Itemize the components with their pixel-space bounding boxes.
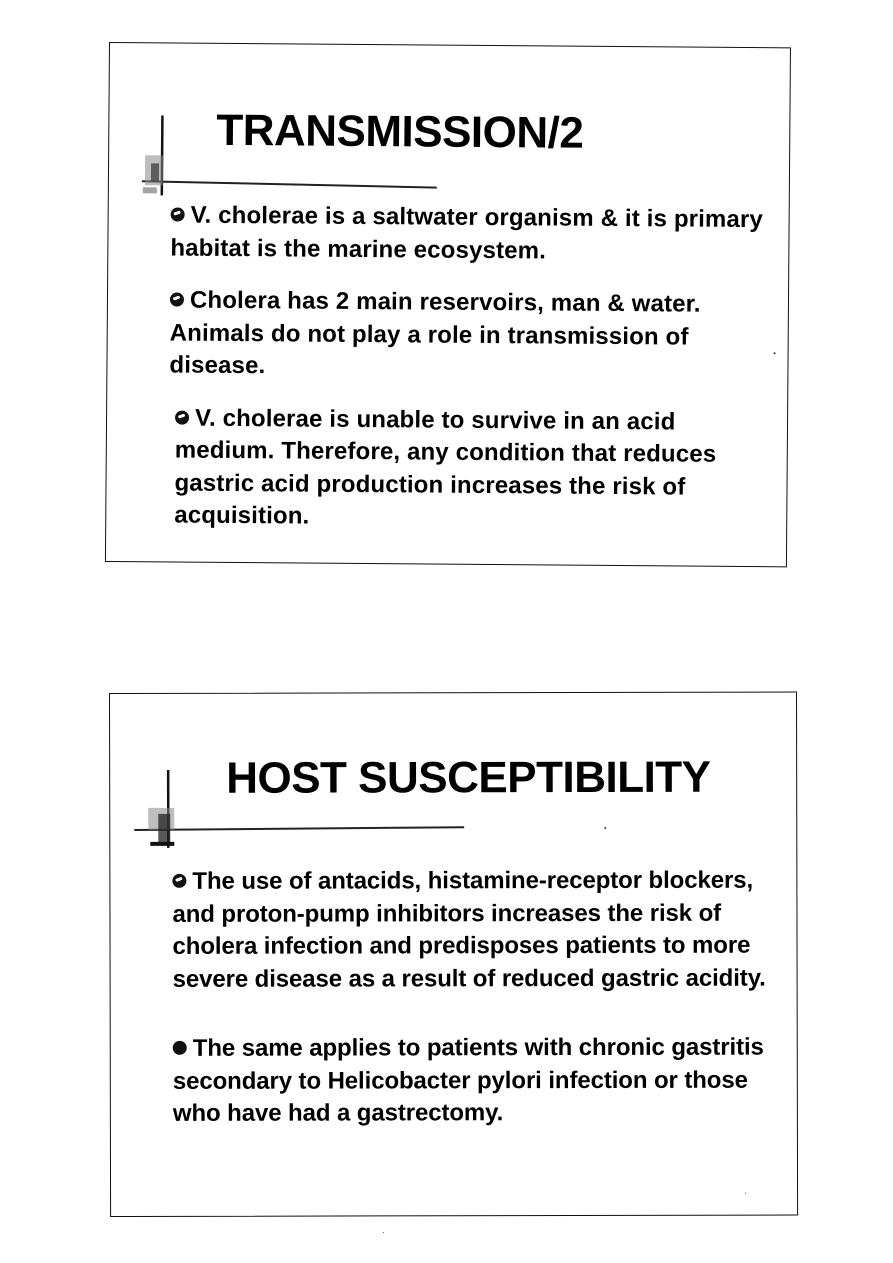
slide-title: HOST SUSCEPTIBILITY xyxy=(226,752,711,803)
bullet-text: The same applies to patients with chronic gastritis secondary to Helicobacter pylori infection or those who have had a gastrectomy. xyxy=(172,1033,764,1127)
bullet-item xyxy=(169,284,780,386)
swirl-bullet-icon xyxy=(170,292,184,306)
bullet-text: V. cholerae is unable to survive in an acid medium. Therefore, any condition that reduces gastric acid production increases the risk of acquisition. xyxy=(174,404,717,530)
bullet-item xyxy=(168,402,779,537)
slide-host-susceptibility xyxy=(109,692,798,1217)
scan-speck xyxy=(604,827,606,829)
dot-bullet-icon xyxy=(173,1041,187,1055)
bullet-text: V. cholerae is a saltwater organism & it is primary habitat is the marine ecosystem. xyxy=(170,201,764,264)
bullet-list xyxy=(172,865,793,1131)
swirl-bullet-icon xyxy=(172,874,186,888)
slide-title: TRANSMISSION/2 xyxy=(216,105,584,158)
bullet-text: Cholera has 2 main reservoirs, man & water. Animals do not play a role in transmission of disease. xyxy=(169,286,701,380)
scan-speck xyxy=(774,352,776,354)
slide-transmission xyxy=(105,42,791,567)
bullet-item xyxy=(173,1032,793,1131)
scan-speck xyxy=(745,1193,746,1194)
swirl-bullet-icon xyxy=(171,207,185,221)
bullet-item xyxy=(170,199,780,269)
bullet-text: The use of antacids, histamine-receptor blockers, and proton-pump inhibitors increases the risk of cholera infection and predisposes patients to more severe disease as a result of reduced gastric acidity. xyxy=(172,866,766,993)
bullet-item xyxy=(172,865,792,996)
bullet-list xyxy=(168,199,781,536)
scan-speck xyxy=(383,1232,384,1233)
swirl-bullet-icon xyxy=(175,410,189,424)
